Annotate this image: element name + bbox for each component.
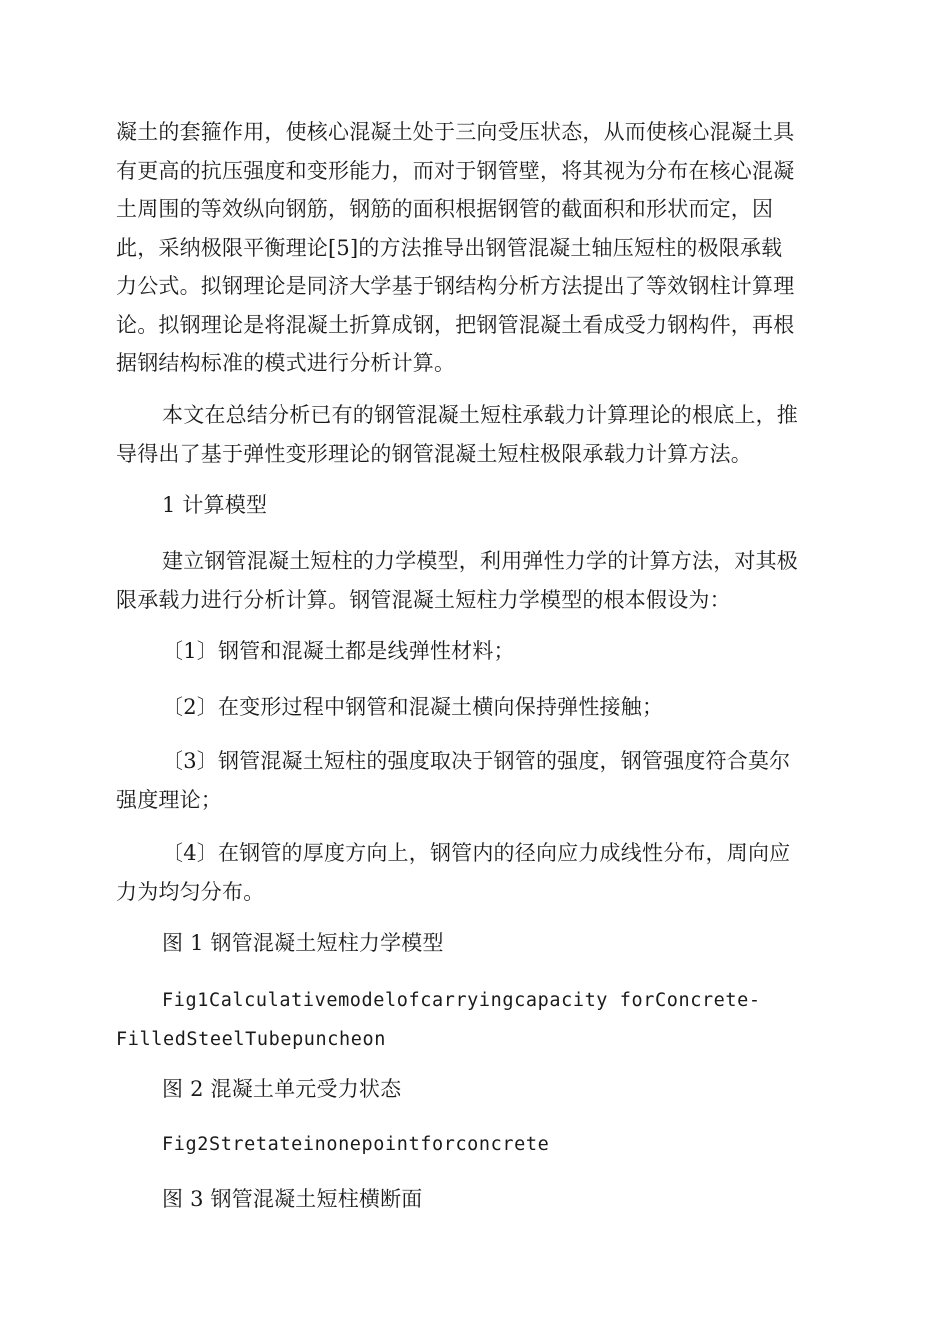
figure-caption-text: 图 1 钢管混凝土短柱力学模型 — [162, 931, 444, 955]
figure-caption — [116, 1070, 836, 1109]
assumption-item — [116, 688, 836, 727]
text-line: 据钢结构标准的模式进行分析计算。 — [116, 351, 456, 375]
figure-caption-text: 图 2 混凝土单元受力状态 — [162, 1077, 402, 1101]
paragraph-summary — [116, 396, 836, 473]
text-line: FilledSteelTubepuncheon — [116, 1028, 386, 1050]
paragraph-intro-continuation — [116, 113, 836, 383]
text-line: 〔1〕钢管和混凝土都是线弹性材料； — [162, 639, 515, 663]
figure-caption-text: 图 3 钢管混凝土短柱横断面 — [162, 1187, 423, 1211]
text-line: 导得出了基于弹性变形理论的钢管混凝土短柱极限承载力计算方法。 — [116, 441, 752, 466]
assumption-item — [116, 834, 836, 911]
figure-caption-english — [116, 982, 836, 1059]
section-heading — [116, 486, 836, 525]
text-line: 〔2〕在变形过程中钢管和混凝土横向保持弹性接触； — [162, 695, 664, 719]
text-line: 本文在总结分析已有的钢管混凝土短柱承载力计算理论的根底上，推 — [162, 403, 798, 427]
figure-caption — [116, 1180, 836, 1219]
paragraph-model — [116, 542, 836, 619]
figure-caption — [116, 924, 836, 963]
text-line: 力为均匀分布。 — [116, 879, 265, 904]
text-line: 建立钢管混凝土短柱的力学模型，利用弹性力学的计算方法，对其极 — [162, 549, 798, 573]
text-line: Fig2Stretateinonepointforconcrete — [162, 1134, 550, 1155]
text-line: 论。拟钢理论是将混凝土折算成钢，把钢管混凝土看成受力钢构件，再根 — [116, 312, 795, 337]
text-line: 限承载力进行分析计算。钢管混凝土短柱力学模型的根本假设为： — [116, 587, 731, 612]
text-line: 土周围的等效纵向钢筋，钢筋的面积根据钢管的截面积和形状而定，因 — [116, 197, 774, 221]
text-line: 凝土的套箍作用，使核心混凝土处于三向受压状态，从而使核心混凝土具 — [116, 120, 795, 144]
text-line: 〔3〕钢管混凝土短柱的强度取决于钢管的强度，钢管强度符合莫尔 — [162, 749, 791, 773]
assumption-item — [116, 632, 836, 671]
section-heading-text: 1 计算模型 — [162, 493, 268, 517]
text-line: 〔4〕在钢管的厚度方向上，钢管内的径向应力成线性分布，周向应 — [162, 841, 791, 865]
text-line: Fig1Calculativemodelofcarryingcapacity forConcrete- — [162, 990, 761, 1011]
figure-caption-english — [116, 1126, 836, 1165]
text-line: 力公式。拟钢理论是同济大学基于钢结构分析方法提出了等效钢柱计算理 — [116, 274, 795, 298]
assumption-item — [116, 742, 836, 819]
text-line: 有更高的抗压强度和变形能力，而对于钢管壁，将其视为分布在核心混凝 — [116, 158, 795, 183]
text-line: 强度理论； — [116, 787, 222, 812]
text-line: 此，采纳极限平衡理论[5]的方法推导出钢管混凝土轴压短柱的极限承载 — [116, 235, 783, 260]
